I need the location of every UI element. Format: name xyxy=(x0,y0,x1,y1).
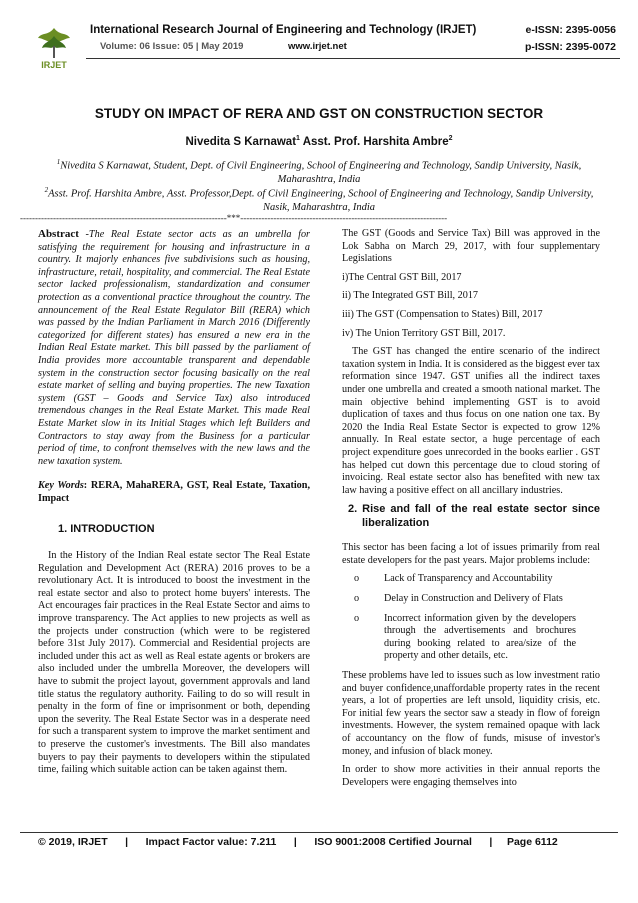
svg-text:IRJET: IRJET xyxy=(41,60,67,70)
section-2-paragraph: This sector has been facing a lot of issues primarily from real estate developers for the past years. Major problems include: xyxy=(342,542,600,566)
footer-iso: ISO 9001:2008 Certified Journal xyxy=(314,836,472,848)
e-issn: e-ISSN: 2395-0056 xyxy=(525,24,616,36)
irjet-logo-icon xyxy=(30,22,78,70)
page-footer: © 2019, IRJET | Impact Factor value: 7.211 | ISO 9001:2008 Certified Journal | Page 6112 xyxy=(38,836,558,848)
section-2-heading: 2. Rise and fall of the real estate sector since liberalization xyxy=(348,503,600,529)
abstract-label: Abstract xyxy=(38,228,79,240)
keywords-text: : RERA, MahaRERA, GST, Real Estate, Taxation, Impact xyxy=(38,480,310,504)
header-rule xyxy=(86,58,620,59)
gst-bill-item: iv) The Union Territory GST Bill, 2017. xyxy=(342,327,506,339)
right-column xyxy=(342,228,600,795)
problems-paragraph: These problems have led to issues such as low investment ratio and buyer confidence,unaffordable property rates in the recent years, a lot of properties are left unsold, liquidity crisis, etc. For initial few years the sector saw a steady in flow of foreign investments. However, the system remained opaque with lack of accountancy on the flow of funds, misuse of investor's money, and infusion of black money. xyxy=(342,670,600,757)
bullet-icon: o xyxy=(354,573,360,585)
bullet-icon: o xyxy=(354,612,360,624)
keywords-label: Key Words xyxy=(38,480,84,492)
gst-paragraph: The GST has changed the entire scenario of the indirect taxation system in India. It is considered as the biggest ever tax reformation since 1947. GST unifies all the indirect taxes under one umbrella and created a smooth national market. The main objective behind implementing GST is to avoid duplication of taxes and thus focus on one nation one tax. By 2020 the India Real Estate Sector is expected to grow 12% annually. In Real estate sector, a huge percentage of each project expenditure goes unrecorded in the books earlier . GST has helped cut down this percentage due to cloud storing of invoicing. Real estate sector also has benefited with new tax law having a positive effect on all ancillary industries. xyxy=(342,346,601,496)
gst-intro-paragraph: The GST (Goods and Service Tax) Bill was approved in the Lok Sabha on March 29, 2017, with four supplementary Legislations xyxy=(342,228,600,265)
journal-header xyxy=(22,18,618,74)
volume-issue: Volume: 06 Issue: 05 | May 2019 xyxy=(100,41,244,52)
p-issn: p-ISSN: 2395-0072 xyxy=(524,41,616,53)
footer-rule xyxy=(20,832,618,833)
problem-list-item: o Lack of Transparency and Accountability xyxy=(342,573,600,586)
journal-website-link[interactable]: www.irjet.net xyxy=(288,41,347,52)
affiliation-1: $^1$Nivedita S Karnawat, Student, Dept. of Civil Engineering, School of Engineering and Technology, Sandip University, Nasik, Maharashtra, India xyxy=(56,158,582,185)
paper-authors: Nivedita S Karnawat$^1$ Asst. Prof. Harshita Ambre$^2$ xyxy=(185,135,453,148)
introduction-paragraph: In the History of the Indian Real estate sector The Real Estate Regulation and Development Act (RERA) 2016 proves to be a revolutionary Act. It is introduced to boost the investment in the real estate sector and also to protect home buyers' interests. The Act encourages fair practices in the Real Estate Sector and aims to improve transparency. The Act applies to new projects as well as the projects under construction (which were to be registered before 31st July 2017). Commercial and Residential projects are included under this act as well as Real estate agents or brokers are also included under the umbrella Moreover, the developers will have to submit the project layout, government approvals and land title status the regulatory authority. Failing to do so will result in penalty in the form of fine or imprisonment or both, depending upon the severity. The Real Estate Sector was in a desperate need for such a transparent system to improve the market sentiment and to preserve the customer's investments. The Bill also mandates buyers to pay their payments to developers within the stipulated time, failing which suitable action can be taken against them. xyxy=(38,550,310,776)
section-1-heading: 1. INTRODUCTION xyxy=(58,523,155,536)
problem-list-item: o Delay in Construction and Delivery of Flats xyxy=(342,593,600,606)
gst-bill-item: iii) The GST (Compensation to States) Bill, 2017 xyxy=(342,308,543,320)
gst-bill-item: ii) The Integrated GST Bill, 2017 xyxy=(342,290,479,302)
problem-list-item: o Incorrect information given by the developers through the advertisements and brochures during booking related to area/size of the property and other details, etc. xyxy=(342,613,600,663)
journal-title: International Research Journal of Engineering and Technology (IRJET) xyxy=(90,24,477,36)
author-2: Asst. Prof. Harshita Ambre xyxy=(299,135,449,148)
abstract xyxy=(38,228,310,468)
left-column xyxy=(38,228,310,783)
annual-reports-paragraph: In order to show more activities in their annual reports the Developers were engaging themselves into xyxy=(342,764,600,788)
paper-title: STUDY ON IMPACT OF RERA AND GST ON CONSTRUCTION SECTOR xyxy=(94,106,544,121)
author-1: Nivedita S Karnawat xyxy=(185,135,297,148)
affiliation-2: $^2$Asst. Prof. Harshita Ambre, Asst. Professor,Dept. of Civil Engineering, School of Engineering and Technology, Sandip University, Nasik, Maharashtra, India xyxy=(44,186,594,213)
gst-bill-item: i)The Central GST Bill, 2017 xyxy=(342,271,462,283)
footer-copyright: © 2019, IRJET xyxy=(38,836,108,848)
section-separator: ---------------------------------------------------------------------***--------------------------------------------------------------------- xyxy=(20,213,448,223)
bullet-icon: o xyxy=(354,593,360,605)
footer-page-number: Page 6112 xyxy=(506,836,558,848)
abstract-text: -The Real Estate sector acts as an umbrella for satisfying the requirement for housing and infrastructure in a country. It majorly enhances five subdivisions such as housing, infrastructure, retail, hospitality, and commercial. The Real Estate sector lacked professionalism, standardization and consumer protection as a conventional practice throughout the country. The announcement of the Real Estate Regulator Bill (RERA) which was passed by the Indian Parliament in March 2016 (Differently categorized for different states) has ensured a new era in the Indian Real Estate market. This bill passed by the parliament of India provides more accountable transparent and dependable system in the construction sector focusing basically on the real estate market of selling and buying properties. The new Taxation system (GST – Goods and Service Tax) also introduced tremendous changes in the Real Estate Market. This made Real Estate Market slow in its Initial Stages which left Builders and Contractors to stay away from the Business for a particular period of time, to confront themselves with the new laws and the new taxation system. xyxy=(38,229,310,467)
footer-impact-factor: Impact Factor value: 7.211 xyxy=(145,836,277,848)
keywords xyxy=(38,480,310,505)
